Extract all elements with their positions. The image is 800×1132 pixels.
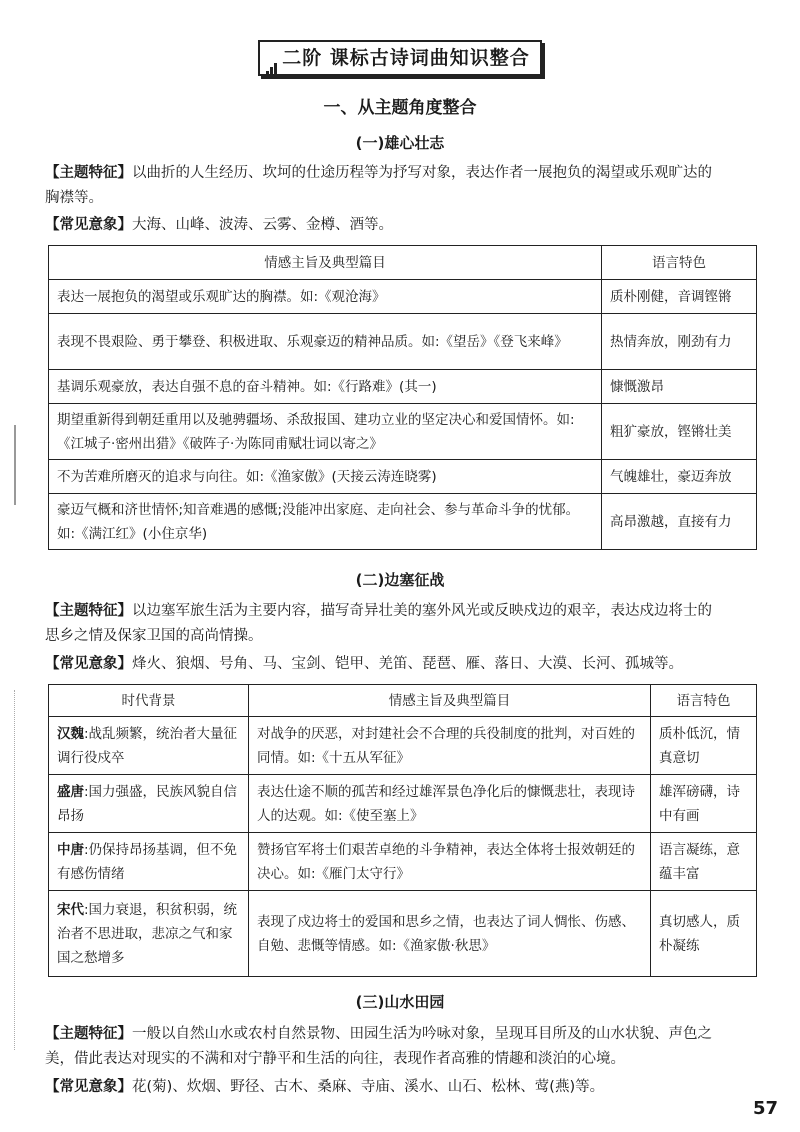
table-header-row [49, 246, 757, 280]
bar-chart-icon [266, 51, 278, 67]
subsection-title-3: (三)山水田园 [355, 993, 445, 1011]
table-header-cell: 时代背景 [49, 685, 249, 717]
s3-imagery-tag: 【常见意象】 [45, 1079, 132, 1095]
s1-feature-line2: 胸襟等。 [45, 190, 103, 206]
table-cell: 气魄雄壮，豪迈奔放 [602, 460, 757, 494]
s2-imagery-text: 烽火、狼烟、号角、马、宝剑、铠甲、羌笛、琵琶、雁、落日、大漠、长河、孤城等。 [132, 656, 683, 672]
era-label: 宋代 [57, 901, 84, 918]
table-cell: 赞扬官军将士们艰苦卓绝的斗争精神，表达全体将士报效朝廷的决心。如:《雁门太守行》 [249, 833, 651, 891]
page-number: 57 [752, 1098, 778, 1119]
table-cell [49, 833, 249, 891]
table-cell: 表达仕途不顺的孤苦和经过雄浑景色净化后的慷慨悲壮，表现诗人的达观。如:《使至塞上》 [249, 775, 651, 833]
s3-imagery [45, 1075, 757, 1100]
era-background: :国力强盛，民族风貌自信昂扬 [57, 783, 238, 824]
table-cell: 雄浑磅礴，诗中有画 [651, 775, 757, 833]
table-cell: 基调乐观豪放，表达自强不息的奋斗精神。如:《行路难》(其一) [49, 370, 602, 404]
table-header-cell: 语言特色 [602, 246, 757, 280]
table-cell [49, 775, 249, 833]
table-cell: 语言凝练，意蕴丰富 [651, 833, 757, 891]
s2-table [48, 684, 757, 977]
table-row [49, 314, 757, 370]
s1-imagery [45, 213, 757, 238]
era-background: :仍保持昂扬基调，但不免有感伤情绪 [57, 841, 238, 882]
s1-imagery-text: 大海、山峰、波涛、云雾、金樽、酒等。 [132, 217, 393, 233]
table-header-cell: 语言特色 [651, 685, 757, 717]
table-header-row [49, 685, 757, 717]
margin-bleed-mark [14, 690, 25, 1050]
s1-imagery-tag: 【常见意象】 [45, 217, 132, 233]
s1-table [48, 245, 757, 550]
section-title: 一、从主题角度整合 [323, 98, 477, 118]
s2-imagery [45, 652, 757, 677]
table-cell: 对战争的厌恶，对封建社会不合理的兵役制度的批判，对百姓的同情。如:《十五从军征》 [249, 717, 651, 775]
table-row [49, 460, 757, 494]
s2-feature [45, 599, 757, 649]
s3-feature-tag: 【主题特征】 [45, 1026, 132, 1042]
subsection-title-2: (二)边塞征战 [355, 571, 445, 589]
s3-imagery-text: 花(菊)、炊烟、野径、古木、桑麻、寺庙、溪水、山石、松林、莺(燕)等。 [132, 1079, 605, 1095]
table-row [49, 891, 757, 977]
table-cell [49, 891, 249, 977]
s1-feature [45, 161, 757, 211]
s1-feature-tag: 【主题特征】 [45, 165, 132, 181]
table-cell [49, 717, 249, 775]
table-cell: 粗犷豪放，铿锵壮美 [602, 404, 757, 460]
table-cell: 高昂激越，直接有力 [602, 494, 757, 550]
chapter-header-wrap [0, 40, 800, 76]
table-row [49, 717, 757, 775]
table-header-cell: 情感主旨及典型篇目 [249, 685, 651, 717]
era-background: :国力衰退，积贫积弱，统治者不思进取，悲凉之气和家国之愁增多 [57, 901, 238, 966]
subsection-title-1: (一)雄心壮志 [355, 134, 445, 152]
chapter-header [258, 40, 542, 76]
table-cell: 质朴低沉，情真意切 [651, 717, 757, 775]
table-cell: 不为苦难所磨灭的追求与向往。如:《渔家傲》(天接云涛连晓雾) [49, 460, 602, 494]
table-cell: 表现了戍边将士的爱国和思乡之情，也表达了词人惆怅、伤感、自勉、悲慨等情感。如:《渔家傲·秋思》 [249, 891, 651, 977]
table-row [49, 280, 757, 314]
table-row [49, 494, 757, 550]
era-label: 盛唐 [57, 783, 84, 800]
table-cell: 表现不畏艰险、勇于攀登、积极进取、乐观豪迈的精神品质。如:《望岳》《登飞来峰》 [49, 314, 602, 370]
s2-imagery-tag: 【常见意象】 [45, 656, 132, 672]
table-cell: 热情奔放，刚劲有力 [602, 314, 757, 370]
table-header-cell: 情感主旨及典型篇目 [49, 246, 602, 280]
era-label: 中唐 [57, 841, 84, 858]
table-row [49, 833, 757, 891]
table-cell: 豪迈气概和济世情怀;知音难遇的感慨;没能冲出家庭、走向社会、参与革命斗争的忧郁。如:《满江红》(小住京华) [49, 494, 602, 550]
table-cell: 质朴刚健，音调铿锵 [602, 280, 757, 314]
chapter-header-text: 二阶 课标古诗词曲知识整合 [282, 47, 530, 69]
table-row [49, 370, 757, 404]
table-row [49, 404, 757, 460]
s3-feature-line1: 一般以自然山水或农村自然景物、田园生活为吟咏对象，呈现耳目所及的山水状貌、声色之 [132, 1026, 712, 1042]
s3-feature-line2: 美，借此表达对现实的不满和对宁静平和生活的向往，表现作者高雅的情趣和淡泊的心境。 [45, 1051, 625, 1067]
table-cell: 表达一展抱负的渴望或乐观旷达的胸襟。如:《观沧海》 [49, 280, 602, 314]
table-row [49, 775, 757, 833]
table-cell: 真切感人，质朴凝练 [651, 891, 757, 977]
era-label: 汉魏 [57, 725, 84, 742]
era-background: :战乱频繁，统治者大量征调行役戍卒 [57, 725, 238, 766]
table-cell: 慷慨激昂 [602, 370, 757, 404]
s2-feature-tag: 【主题特征】 [45, 603, 132, 619]
s1-feature-line1: 以曲折的人生经历、坎坷的仕途历程等为抒写对象，表达作者一展抱负的渴望或乐观旷达的 [132, 165, 712, 181]
margin-bleed-mark [14, 425, 26, 505]
s3-feature [45, 1022, 757, 1072]
table-cell: 期望重新得到朝廷重用以及驰骋疆场、杀敌报国、建功立业的坚定决心和爱国情怀。如:《江城子·密州出猎》《破阵子·为陈同甫赋壮词以寄之》 [49, 404, 602, 460]
s2-feature-line1: 以边塞军旅生活为主要内容，描写奇异壮美的塞外风光或反映戍边的艰辛，表达戍边将士的 [132, 603, 712, 619]
s2-feature-line2: 思乡之情及保家卫国的高尚情操。 [45, 628, 263, 644]
